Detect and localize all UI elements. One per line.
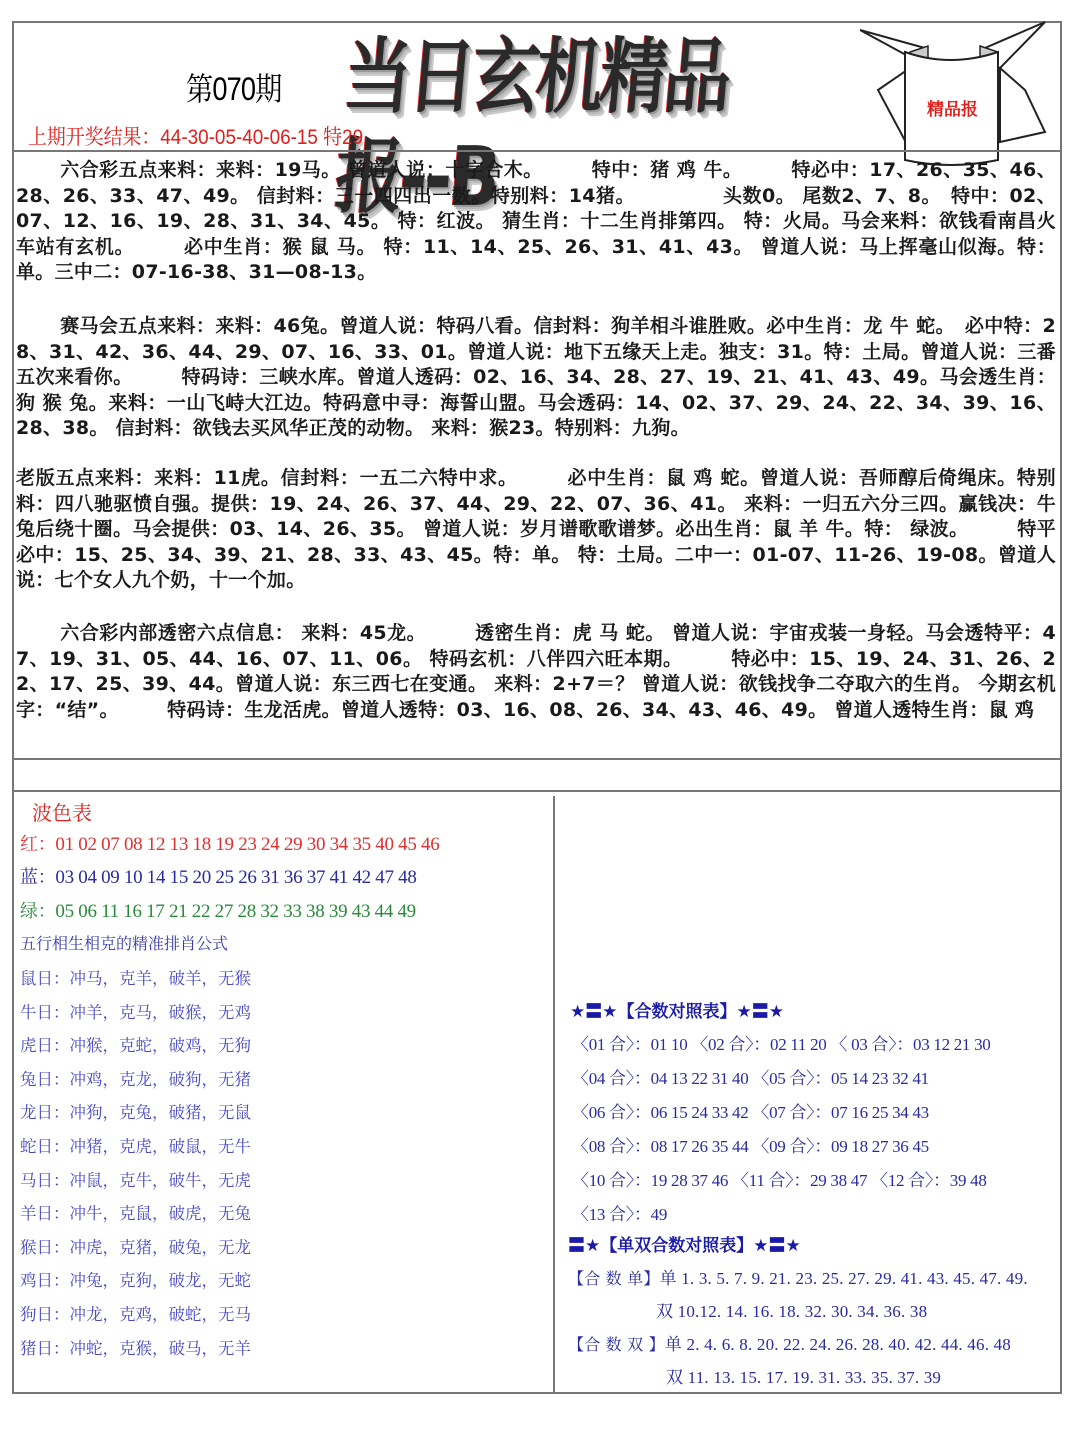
empty-row (12, 758, 1062, 792)
five-elements-title: 五行相生相克的精准排肖公式 (20, 934, 229, 953)
list-item: 〈06 合〉：06 15 24 33 42 〈07 合〉：07 16 25 34 43 (572, 1103, 929, 1122)
list-item: 羊日：冲牛，克鼠，破虎，无兔 (20, 1204, 251, 1224)
list-item: 鸡日：冲兔，克狗，破龙，无蛇 (20, 1271, 251, 1291)
list-item: 狗日：冲龙，克鸡，破蛇，无马 (20, 1304, 251, 1324)
wave-numbers-red: 01 02 07 08 12 13 18 19 23 24 29 30 34 35 40 45 46 (55, 834, 440, 855)
list-item: 〈13 合〉：49 (572, 1205, 668, 1224)
sum-odd-label: 【合 数 单】 (568, 1269, 660, 1288)
sum-odd-odd-row (568, 1264, 1028, 1289)
wave-row-green (20, 897, 416, 923)
paragraph-text: 六合彩五点来料：来料：19马。 曾道人说：十字合木。 特中：猪 鸡 牛。 特必中：17、26、35、46、28、26、33、47、49。 信封料：三一四四出一数。特别料：14猪。 头数0。 尾数2、7、8。 特中：02、07、12、16、19、28、31、34、45。 特：红波。 猜生肖：十二生肖排第四。 特：火局。马会来料：欲钱看南昌火车站有玄机。 必中生肖：猴 鼠 马。 特：11、14、25、26、31、41、43。 曾道人说：马上挥毫山似海。特：单。三中二：07-16-38、31—08-13。 (16, 159, 1056, 283)
paragraph-text: 赛马会五点来料：来料：46兔。曾道人说：特码八看。信封料：狗羊相斗谁胜败。必中生肖：龙 牛 蛇。 必中特：28、31、42、36、44、29、07、16、33、01。曾道人说：地下五缘天上走。独支：31。特：土局。曾道人说：三番五次来看你。 特码诗：三峡水库。曾道人透码：02、16、34、28、27、19、21、41、43、49。马会透生肖：狗 猴 兔。来料：一山飞峙大江边。特码意中寻：海誓山盟。马会透码：14、02、37、29、24、22、34、39、16、28、38。 信封料：欲钱去买风华正茂的动物。 来料：猴23。特别料：九狗。 (16, 315, 1056, 439)
column-divider (553, 796, 555, 1394)
wave-label-green: 绿： (20, 901, 56, 922)
five-elements-list (20, 962, 251, 1365)
sum-odd-odd-values: 单 1. 3. 5. 7. 9. 21. 23. 25. 27. 29. 41. 43. 45. 47. 49. (659, 1269, 1028, 1288)
list-item: 〈04 合〉：04 13 22 31 40 〈05 合〉：05 14 23 32 41 (572, 1069, 929, 1088)
sum-table-title: ★〓★【合数对照表】★〓★ (570, 1002, 784, 1022)
sum-even-label: 【合 数 双 】 (568, 1335, 665, 1354)
wave-table-title: 波色表 (32, 801, 92, 825)
wave-label-blue: 蓝： (20, 867, 56, 888)
sum-odd-even-row (656, 1297, 927, 1322)
list-item: 马日：冲鼠，克牛，破牛，无虎 (20, 1170, 251, 1190)
list-item: 虎日：冲猴，克蛇，破鸡，无狗 (20, 1036, 251, 1056)
list-item: 牛日：冲羊，克马，破猴，无鸡 (20, 1002, 251, 1022)
sum-table-list (572, 1028, 990, 1232)
wave-numbers-green: 05 06 11 16 17 21 22 27 28 32 33 38 39 43 44 49 (55, 901, 416, 922)
list-item: 〈10 合〉：19 28 37 46 〈11 合〉：29 38 47 〈12 合〉：39 48 (572, 1171, 987, 1190)
paragraph-jockey-club-five-point (16, 314, 1056, 442)
wave-numbers-blue: 03 04 09 10 14 15 20 25 26 31 36 37 41 42 47 48 (55, 867, 417, 888)
list-item: 〈08 合〉：08 17 26 35 44 〈09 合〉：09 18 27 36 45 (572, 1137, 929, 1156)
sum-even-odd-values: 单 2. 4. 6. 8. 20. 22. 24. 26. 28. 40. 42. 44. 46. 48 (664, 1335, 1012, 1354)
list-item: 〈01 合〉：01 10 〈02 合〉：02 11 20 〈 03 合〉：03 12 21 30 (572, 1035, 991, 1054)
list-item: 兔日：冲鸡，克龙，破狗，无猪 (20, 1069, 251, 1089)
paragraph-text: 六合彩内部透密六点信息： 来料：45龙。 透密生肖：虎 马 蛇。 曾道人说：宇宙戎装一身轻。马会透特平：47、19、31、05、44、16、07、11、06。 特码玄机：八伴四六旺本期。 特必中：15、19、24、31、26、22、17、25、39、44。曾道人说：东三西七在变通。 来料：2+7＝？ 曾道人说：欲钱找争二夺取六的生肖。 今期玄机字：“结”。 特码诗：生龙活虎。曾道人透特：03、16、08、26、34、43、46、49。 曾道人透特生肖：鼠 鸡 (16, 622, 1056, 721)
banner (331, 28, 870, 225)
sum-odd-even-values: 双 10.12. 14. 16. 18. 32. 30. 34. 36. 38 (656, 1302, 928, 1321)
paragraph-text: 老版五点来料：来料：11虎。信封料：一五二六特中求。 必中生肖：鼠 鸡 蛇。曾道人说：吾师醇后倚绳床。特别料：四八驰驱愤自强。提供：19、24、26、37、44、29、22、07、36、41。 来料：一归五六分三四。赢钱决：牛兔后绕十圈。马会提供：03、14、26、35。 曾道人说：岁月谱歌歌谱梦。必出生肖：鼠 羊 牛。特： 绿波。 特平必中：15、25、34、39、21、28、33、43、45。特：单。 特：土局。二中一：01-07、11-26、19-08。曾道人说：七个女人九个奶，十一个加。 (16, 467, 1056, 591)
paragraph-old-edition-five-point (16, 466, 1056, 594)
paragraph-internal-six-point (16, 621, 1056, 723)
list-item: 猪日：冲蛇，克猴，破马，无羊 (20, 1338, 251, 1358)
sum-even-odd-row (568, 1330, 1011, 1355)
paragraph-liuhecai-five-point (16, 158, 1056, 286)
list-item: 蛇日：冲猪，克虎，破鼠，无牛 (20, 1136, 251, 1156)
wave-label-red: 红： (20, 834, 56, 855)
last-draw-result: 上期开奖结果：44-30-05-40-06-15 特29 (28, 126, 364, 149)
issue-number: 第070期 (186, 71, 282, 107)
odd-even-table-title: 〓★【单双合数对照表】★〓★ (568, 1236, 801, 1256)
wave-row-red (20, 830, 439, 856)
list-item: 龙日：冲狗，克兔，破猪，无鼠 (20, 1103, 251, 1123)
sum-even-even-row (666, 1363, 941, 1388)
list-item: 猴日：冲虎，克猪，破兔，无龙 (20, 1237, 251, 1257)
sum-even-even-values: 双 11. 13. 15. 17. 19. 31. 33. 35. 37. 39 (666, 1368, 942, 1387)
banner-title: 当日玄机精品报--B (331, 30, 733, 225)
emblem-label: 精品报 (927, 100, 978, 120)
wave-row-blue (20, 863, 417, 889)
list-item: 鼠日：冲马，克羊，破羊，无猴 (20, 969, 251, 988)
